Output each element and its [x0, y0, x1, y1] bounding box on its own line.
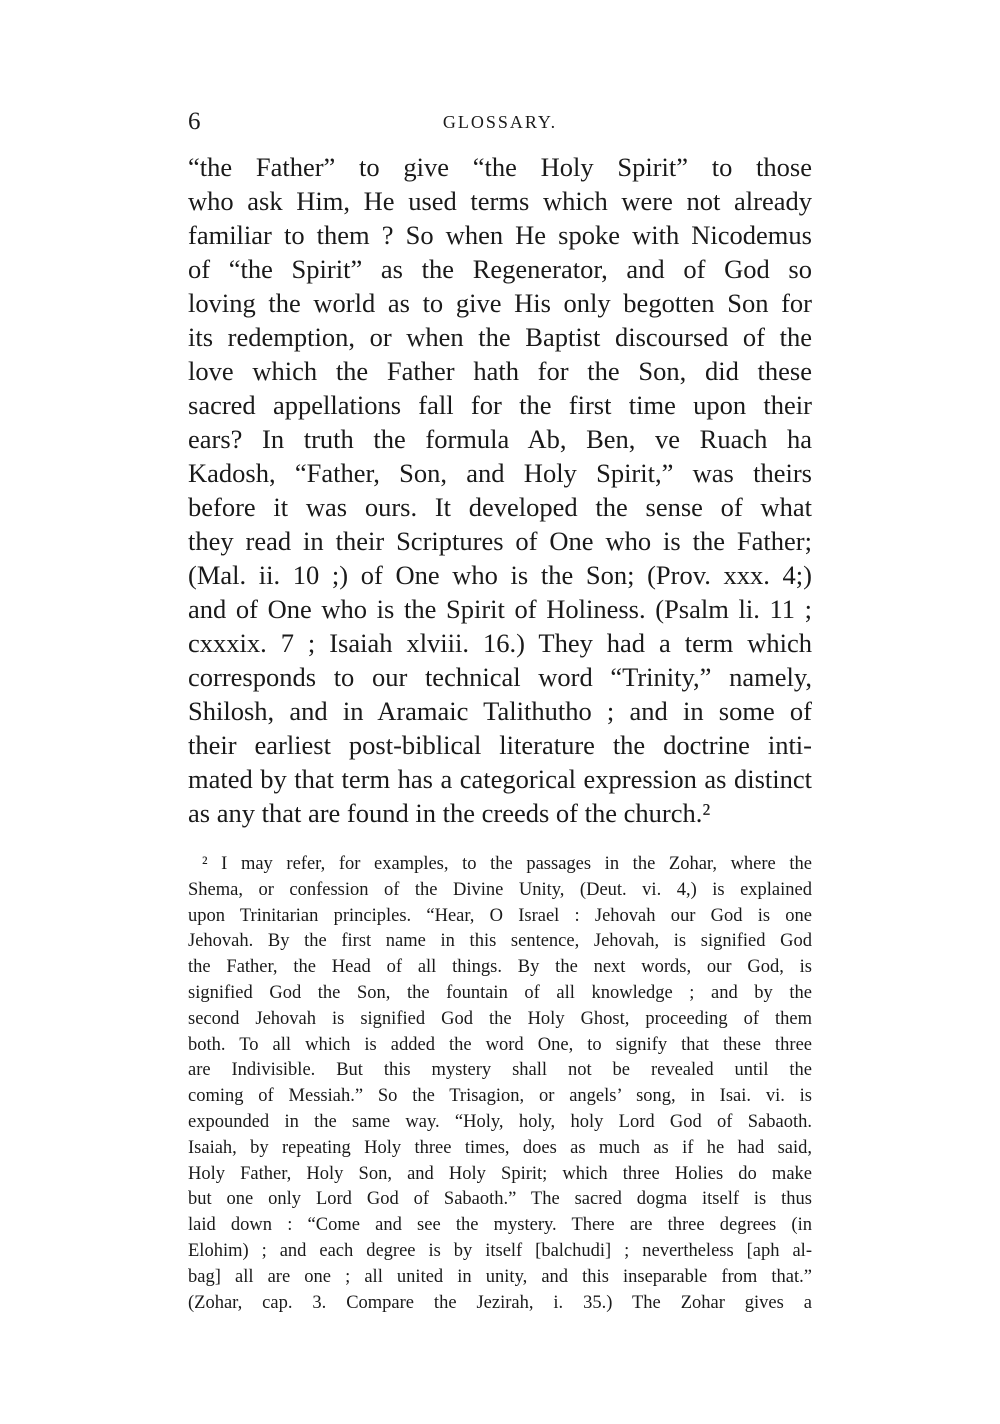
body-line: corresponds to our technical word “Trinity,” namely, [188, 662, 812, 692]
body-line: Shilosh, and in Aramaic Talithutho ; and in some of [188, 696, 812, 726]
running-head [188, 108, 812, 138]
footnote-line: are Indivisible. But this mystery shall not be revealed until the [188, 1060, 812, 1081]
body-line: they read in their Scriptures of One who is the Father; [188, 526, 812, 556]
body-line: familiar to them ? So when He spoke with Nicodemus [188, 220, 812, 250]
body-line: before it was ours. It developed the sense of what [188, 492, 812, 522]
footnote-line: coming of Messiah.” So the Trisagion, or angels’ song, in Isai. vi. is [188, 1086, 812, 1107]
body-line: and of One who is the Spirit of Holiness. (Psalm li. 11 ; [188, 594, 812, 624]
footnote-line: both. To all which is added the word One, to signify that these three [188, 1034, 812, 1055]
body-line: their earliest post-biblical literature the doctrine inti- [188, 730, 812, 760]
page-number: 6 [188, 108, 201, 135]
footnote-line: Jehovah. By the first name in this sentence, Jehovah, is signified God [188, 931, 812, 952]
footnote-line: ² I may refer, for examples, to the passages in the Zohar, where the [202, 854, 812, 874]
footnote-line: laid down : “Come and see the mystery. There are three degrees (in [188, 1215, 812, 1236]
body-line: who ask Him, He used terms which were not already [188, 186, 812, 216]
running-title: GLOSSARY. [442, 112, 558, 132]
footnote-line: expounded in the same way. “Holy, holy, holy Lord God of Sabaoth. [188, 1111, 812, 1132]
footnote-line: Shema, or confession of the Divine Unity, (Deut. vi. 4,) is explained [188, 879, 812, 900]
body-line: of “the Spirit” as the Regenerator, and of God so [188, 254, 812, 284]
footnote-line: Isaiah, by repeating Holy three times, does as much as if he had said, [188, 1137, 812, 1158]
footnote-line: (Zohar, cap. 3. Compare the Jezirah, i. 35.) The Zohar gives a [188, 1292, 812, 1313]
footnote-line: Elohim) ; and each degree is by itself [balchudi] ; nevertheless [aph al- [188, 1240, 812, 1261]
body-line: Kadosh, “Father, Son, and Holy Spirit,” was theirs [188, 458, 812, 488]
footnote-line: but one only Lord God of Sabaoth.” The sacred dogma itself is thus [188, 1189, 812, 1210]
body-line: (Mal. ii. 10 ;) of One who is the Son; (Prov. xxx. 4;) [188, 560, 812, 590]
body-line: as any that are found in the creeds of the church.² [188, 798, 711, 828]
body-text [188, 150, 812, 830]
footnote-line: upon Trinitarian principles. “Hear, O Israel : Jehovah our God is one [188, 905, 812, 926]
body-line: “the Father” to give “the Holy Spirit” to those [188, 152, 812, 182]
body-line: sacred appellations fall for the first time upon their [188, 390, 812, 420]
body-line: love which the Father hath for the Son, did these [188, 356, 812, 386]
footnote-line: the Father, the Head of all things. By the next words, our God, is [188, 957, 812, 978]
footnote [188, 852, 812, 1316]
body-line: cxxxix. 7 ; Isaiah xlviii. 16.) They had a term which [188, 628, 812, 658]
body-line: mated by that term has a categorical expression as distinct [188, 764, 812, 794]
footnote-line: bag] all are one ; all united in unity, and this inseparable from that.” [188, 1266, 812, 1287]
body-line: its redemption, or when the Baptist discoursed of the [188, 322, 812, 352]
footnote-line: Holy Father, Holy Son, and Holy Spirit; which three Holies do make [188, 1163, 812, 1184]
body-line: loving the world as to give His only begotten Son for [188, 288, 812, 318]
footnote-line: signified God the Son, the fountain of all knowledge ; and by the [188, 982, 812, 1003]
footnote-line: second Jehovah is signified God the Holy Ghost, proceeding of them [188, 1008, 812, 1029]
body-line: ears? In truth the formula Ab, Ben, ve Ruach ha [188, 424, 812, 454]
